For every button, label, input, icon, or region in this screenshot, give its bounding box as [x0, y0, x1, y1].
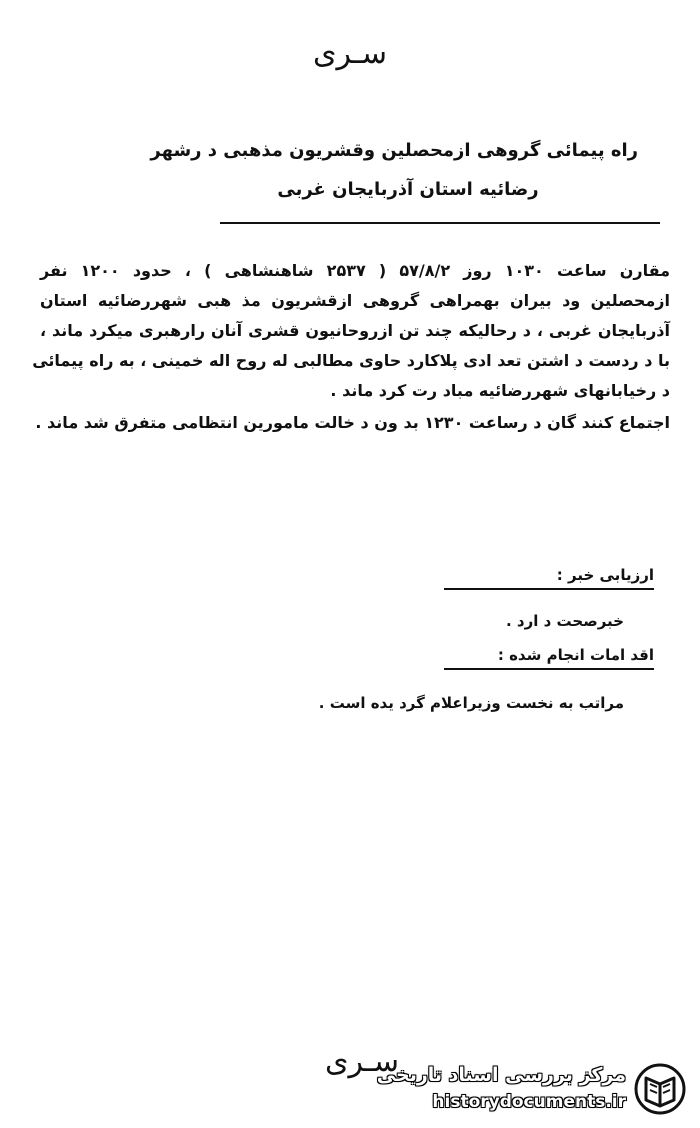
watermark-url: historydocuments.ir	[432, 1092, 626, 1112]
evaluation-heading: ارزیابی خبر :	[444, 566, 654, 590]
actions-heading: اقد امات انجام شده :	[444, 646, 654, 670]
title-line-1: راه پیمائی گروهی ازمحصلین وقشریون مذهبی د رشهر	[150, 140, 638, 161]
body-line: اجتماع کنند گان د رساعت ۱۲۳۰ بد ون د خالت مامورین انتظامی متفرق شد ماند .	[35, 413, 670, 432]
body-line: آذربایجان غربی ، د رحالیکه چند تن ازروحانیون قشری آنان رارهبری میکرد ماند ،	[40, 321, 670, 340]
body-line: ازمحصلین ود بیران بهمراهی گروهی ازقشریون مذ هبی شهررضائیه استان	[40, 291, 670, 310]
watermark-title: مرکز بررسی اسناد تاریخی	[376, 1064, 626, 1086]
title-underline	[220, 222, 660, 224]
title-line-2: رضائیه استان آذربایجان غربی	[277, 179, 539, 200]
book-emblem-icon	[634, 1062, 686, 1116]
body-line: مقارن ساعت ۱۰۳۰ روز ۵۷/۸/۲ ( ۲۵۳۷ شاهنشاهی ) ، حدود ۱۲۰۰ نفر	[40, 261, 671, 280]
document-body	[32, 256, 671, 438]
archive-watermark	[376, 1060, 686, 1120]
classification-stamp-top: سـرى	[313, 36, 387, 71]
actions-text: مراتب به نخست وزیراعلام گرد یده است .	[318, 694, 624, 712]
body-line: د رخیابانهای شهررضائیه مباد رت کرد ماند .	[330, 381, 670, 400]
evaluation-text: خبرصحت د ارد .	[506, 612, 624, 630]
body-line: با د ردست د اشتن تعد ادی پلاکارد حاوی مطالبی له روح اله خمینی ، به راه پیمائی	[32, 351, 670, 370]
classification-stamp-bottom: سـرى	[325, 1044, 399, 1079]
document-title	[150, 140, 638, 200]
